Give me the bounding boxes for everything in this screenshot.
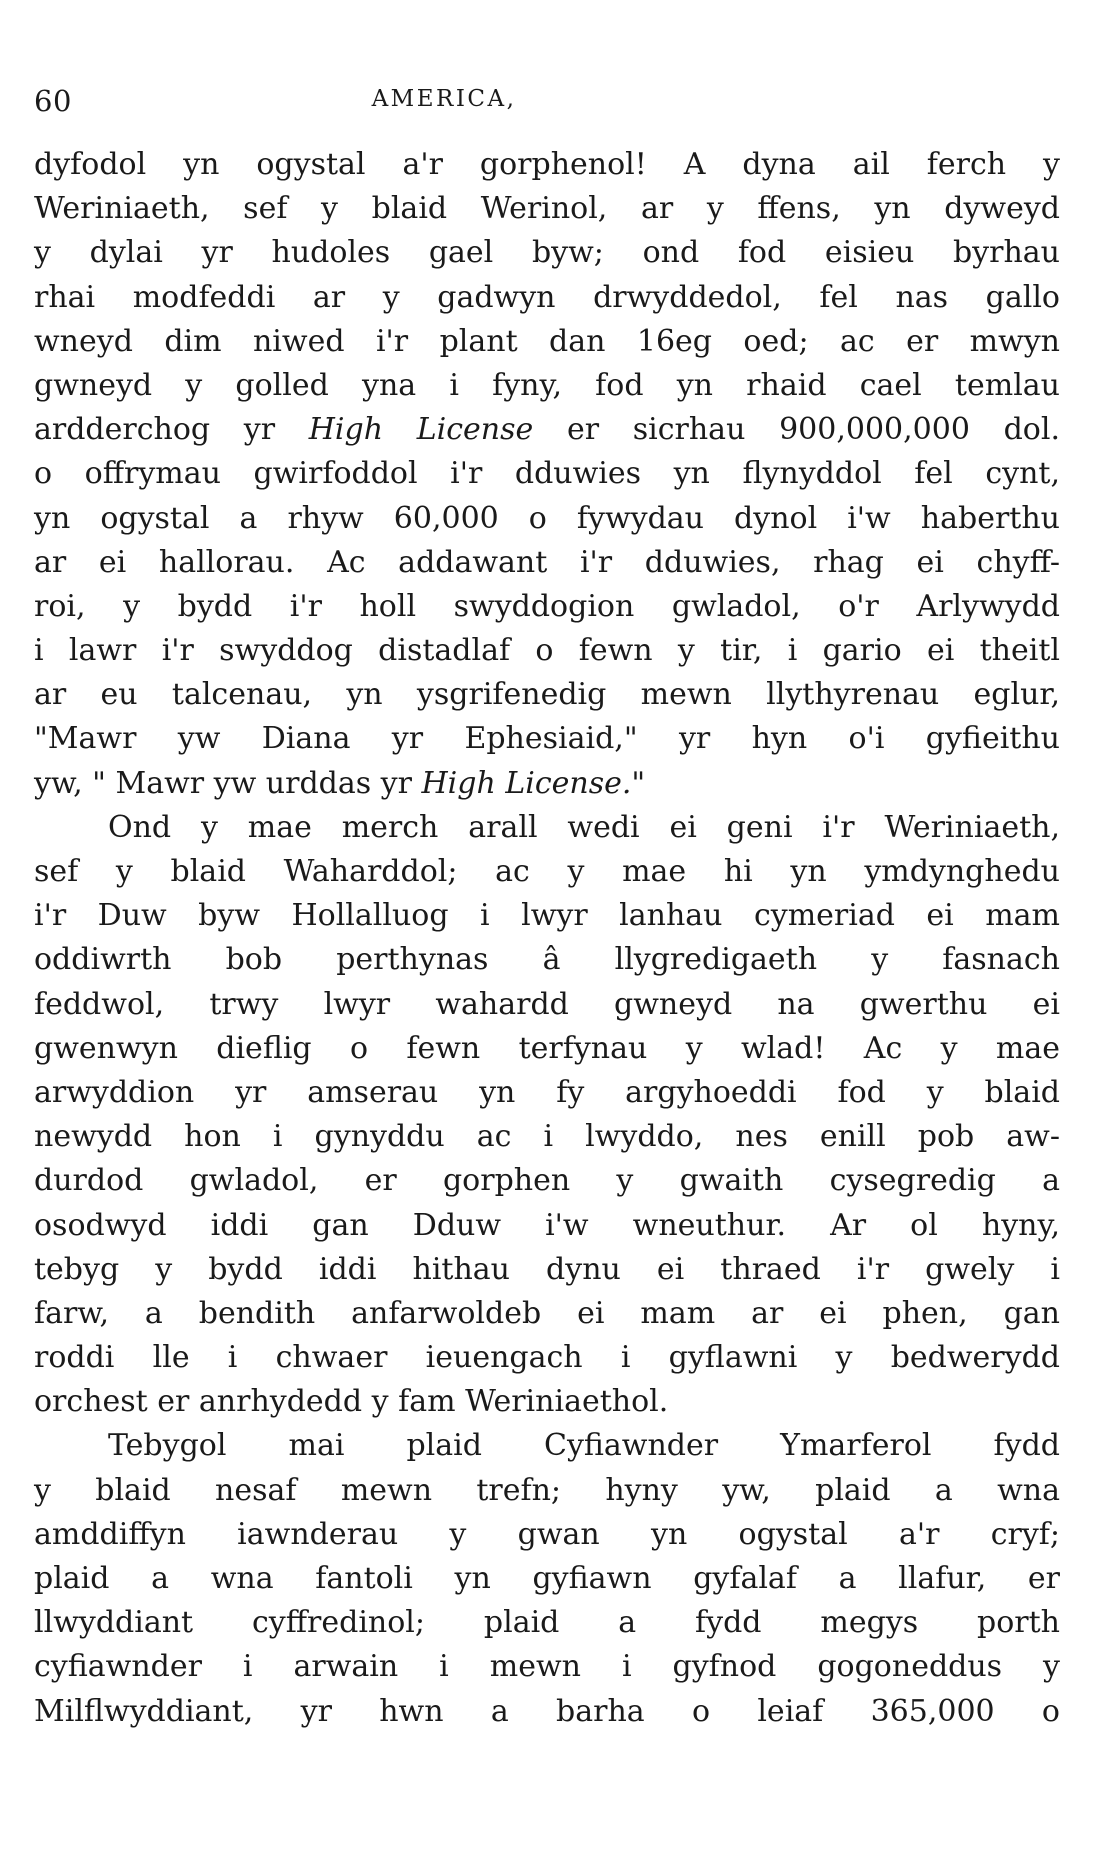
paragraph: [34, 143, 1060, 806]
body-text: [34, 143, 1060, 1734]
text-line: arwyddion yr amserau yn fy argyhoeddi fod y blaid: [34, 1074, 1060, 1110]
text-line: durdod gwladol, er gorphen y gwaith cysegredig a: [34, 1163, 1060, 1199]
text-line: yn ogystal a rhyw 60,000 o fywydau dynol i'w haberthu: [34, 500, 1060, 536]
text-line: Weriniaeth, sef y blaid Werinol, ar y ffens, yn dyweyd: [34, 191, 1060, 227]
text-line: roddi lle i chwaer ieuengach i gyflawni y bedwerydd: [34, 1340, 1060, 1376]
page-number: 60: [34, 84, 72, 118]
text-line: gwenwyn dieflig o fewn terfynau y wlad! Ac y mae: [34, 1030, 1060, 1066]
text-line: gwneyd y golled yna i fyny, fod yn rhaid cael temlau: [34, 367, 1060, 403]
text-line: Ond y mae merch arall wedi ei geni i'r Weriniaeth,: [108, 809, 1060, 845]
text-line: ar eu talcenau, yn ysgrifenedig mewn llythyrenau eglur,: [34, 677, 1060, 713]
text-line: o offrymau gwirfoddol i'r dduwies yn flynyddol fel cynt,: [34, 456, 1060, 492]
text-line-italic-phrase: ardderchog yr High License er sicrhau 900,000,000 dol.: [34, 412, 1060, 448]
text-line: y dylai yr hudoles gael byw; ond fod eisieu byrhau: [34, 235, 1060, 271]
text-line: llwyddiant cyffredinol; plaid a fydd megys porth: [34, 1605, 1060, 1641]
paragraph: [34, 806, 1060, 1425]
text-line-italic-phrase: yw, " Mawr yw urddas yr High License.": [34, 765, 646, 801]
text-line: osodwyd iddi gan Dduw i'w wneuthur. Ar ol hyny,: [34, 1207, 1060, 1243]
text-line: ar ei hallorau. Ac addawant i'r dduwies, rhag ei chyff-: [34, 544, 1060, 580]
text-line: oddiwrth bob perthynas â llygredigaeth y fasnach: [34, 942, 1060, 978]
text-line: farw, a bendith anfarwoldeb ei mam ar ei phen, gan: [34, 1295, 1060, 1331]
text-line: y blaid nesaf mewn trefn; hyny yw, plaid a wna: [34, 1472, 1060, 1508]
running-title: AMERICA,: [371, 86, 517, 112]
text-line: "Mawr yw Diana yr Ephesiaid," yr hyn o'i gyfieithu: [34, 721, 1060, 757]
text-line: orchest er anrhydedd y fam Weriniaethol.: [34, 1384, 669, 1420]
italic-phrase: High License: [308, 412, 534, 448]
text-line: Milflwyddiant, yr hwn a barha o leiaf 365,000 o: [34, 1693, 1060, 1729]
text-line: roi, y bydd i'r holl swyddogion gwladol, o'r Arlywydd: [34, 588, 1060, 624]
text-line: cyfiawnder i arwain i mewn i gyfnod gogoneddus y: [34, 1649, 1060, 1685]
text-line: i'r Duw byw Hollalluog i lwyr lanhau cymeriad ei mam: [34, 898, 1060, 934]
text-line: sef y blaid Waharddol; ac y mae hi yn ymdynghedu: [34, 854, 1060, 889]
text-line: wneyd dim niwed i'r plant dan 16eg oed; ac er mwyn: [34, 323, 1060, 359]
paragraph: [34, 1424, 1060, 1733]
text-line: amddiffyn iawnderau y gwan yn ogystal a'r cryf;: [34, 1516, 1060, 1552]
text-line: dyfodol yn ogystal a'r gorphenol! A dyna ail ferch y: [34, 147, 1060, 182]
running-head: [34, 84, 1054, 124]
text-line: i lawr i'r swyddog distadlaf o fewn y tir, i gario ei theitl: [34, 633, 1060, 669]
text-line: newydd hon i gynyddu ac i lwyddo, nes enill pob aw-: [34, 1119, 1060, 1155]
text-line: rhai modfeddi ar y gadwyn drwyddedol, fel nas gallo: [34, 279, 1060, 315]
italic-phrase: High License.: [421, 765, 632, 801]
text-line: plaid a wna fantoli yn gyfiawn gyfalaf a llafur, er: [34, 1561, 1060, 1596]
text-line: Tebygol mai plaid Cyfiawnder Ymarferol fydd: [108, 1428, 1060, 1464]
text-line: feddwol, trwy lwyr wahardd gwneyd na gwerthu ei: [34, 986, 1060, 1022]
text-line: tebyg y bydd iddi hithau dynu ei thraed i'r gwely i: [34, 1251, 1060, 1287]
